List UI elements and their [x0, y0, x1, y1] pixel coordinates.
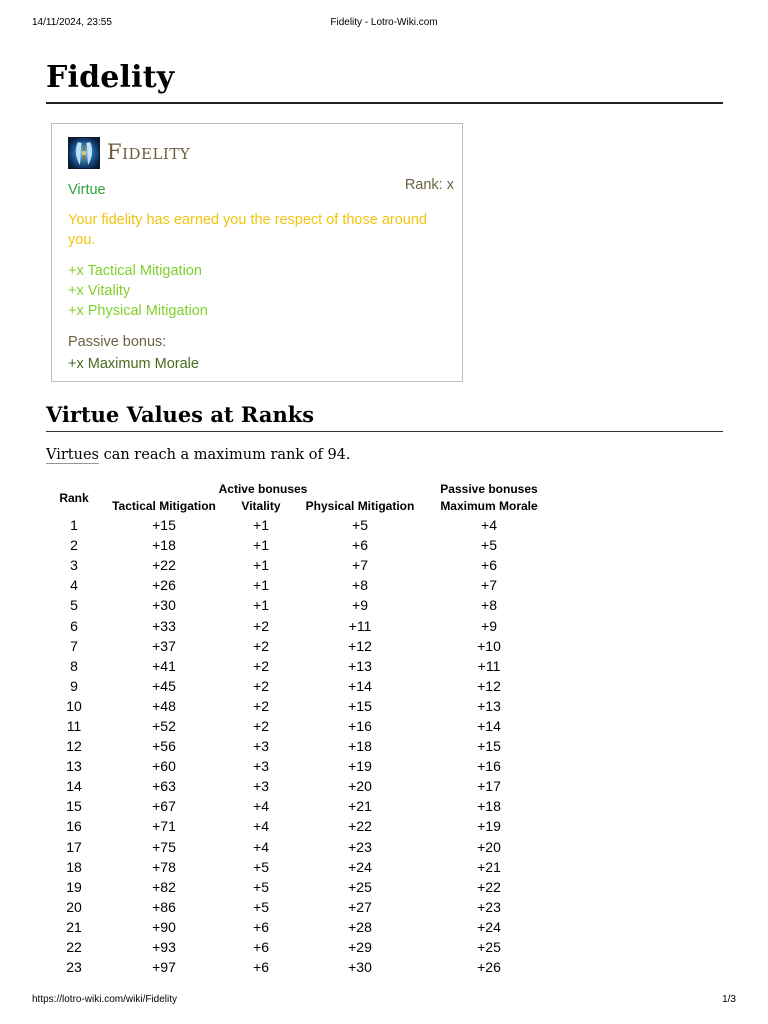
table-row: [50, 776, 550, 796]
table-row: [50, 857, 550, 877]
table-row: [50, 656, 550, 676]
table-row: [50, 615, 550, 635]
maximum-morale-cell: +5: [481, 537, 497, 554]
virtues-link[interactable]: Virtues: [46, 447, 99, 463]
vitality-cell: +4: [253, 798, 269, 815]
rank-cell: 22: [66, 939, 82, 956]
fidelity-icon: [68, 137, 100, 169]
table-row: [50, 837, 550, 857]
vitality-cell: +3: [253, 778, 269, 795]
rank-cell: 12: [66, 738, 82, 755]
maximum-morale-cell: +22: [477, 878, 501, 895]
rank-cell: 5: [70, 597, 78, 614]
rank-cell: 2: [70, 537, 78, 554]
table-row: [50, 796, 550, 816]
maximum-morale-cell: +20: [477, 838, 501, 855]
print-page-number: 1/3: [722, 994, 736, 1005]
table-row: [50, 555, 550, 575]
virtue-name: Fidelity: [107, 140, 191, 164]
table-row: [50, 595, 550, 615]
vitality-cell: +2: [253, 617, 269, 634]
vitality-cell: +6: [253, 959, 269, 976]
rank-cell: 4: [70, 577, 78, 594]
maximum-morale-cell: +8: [481, 597, 497, 614]
tactical-mitigation-cell: +78: [152, 858, 176, 875]
table-row: [50, 696, 550, 716]
rank-cell: 11: [66, 717, 82, 734]
maximum-morale-cell: +4: [481, 517, 497, 534]
virtue-description: Your fidelity has earned you the respect of those around you.: [68, 212, 427, 248]
rank-cell: 7: [70, 637, 78, 654]
title-divider: [46, 102, 723, 104]
tactical-mitigation-cell: +75: [152, 838, 176, 855]
maximum-morale-cell: +7: [481, 577, 497, 594]
tactical-mitigation-cell: +45: [152, 677, 176, 694]
physical-mitigation-cell: +8: [352, 577, 368, 594]
vitality-cell: +6: [253, 939, 269, 956]
vitality-cell: +3: [253, 758, 269, 775]
rank-cell: 18: [66, 858, 82, 875]
maximum-morale-cell: +10: [477, 637, 501, 654]
bonus-physical-mitigation: +x Physical Mitigation: [68, 303, 208, 319]
tactical-mitigation-cell: +82: [152, 878, 176, 895]
tactical-mitigation-cell: +48: [152, 697, 176, 714]
physical-mitigation-cell: +12: [348, 637, 372, 654]
rank-cell: 19: [66, 878, 82, 895]
vitality-cell: +1: [253, 537, 269, 554]
tactical-mitigation-cell: +41: [152, 657, 176, 674]
table-row: [50, 917, 550, 937]
rank-cell: 10: [66, 697, 82, 714]
physical-mitigation-cell: +13: [348, 657, 372, 674]
header-maximum-morale: Maximum Morale: [440, 499, 538, 513]
table-row: [50, 957, 550, 977]
rank-cell: 8: [70, 657, 78, 674]
vitality-cell: +6: [253, 918, 269, 935]
tactical-mitigation-cell: +52: [152, 717, 176, 734]
maximum-morale-cell: +13: [477, 697, 501, 714]
vitality-cell: +5: [253, 878, 269, 895]
vitality-cell: +2: [253, 677, 269, 694]
physical-mitigation-cell: +7: [352, 557, 368, 574]
physical-mitigation-cell: +20: [348, 778, 372, 795]
bonus-tactical-mitigation: +x Tactical Mitigation: [68, 263, 202, 279]
print-footer: [32, 994, 736, 1008]
physical-mitigation-cell: +22: [348, 818, 372, 835]
rank-cell: 15: [66, 798, 82, 815]
tactical-mitigation-cell: +63: [152, 778, 176, 795]
virtue-rank: Rank: x: [404, 177, 454, 193]
rank-cell: 6: [70, 617, 78, 634]
physical-mitigation-cell: +15: [348, 697, 372, 714]
physical-mitigation-cell: +30: [348, 959, 372, 976]
rank-cell: 9: [70, 677, 78, 694]
header-passive-bonuses: Passive bonuses: [440, 482, 538, 496]
table-row: [50, 636, 550, 656]
vitality-cell: +5: [253, 898, 269, 915]
tactical-mitigation-cell: +37: [152, 637, 176, 654]
physical-mitigation-cell: +25: [348, 878, 372, 895]
physical-mitigation-cell: +6: [352, 537, 368, 554]
tactical-mitigation-cell: +71: [152, 818, 176, 835]
rank-cell: 17: [66, 838, 82, 855]
rank-cell: 3: [70, 557, 78, 574]
maximum-morale-cell: +25: [477, 939, 501, 956]
vitality-cell: +5: [253, 858, 269, 875]
header-tactical-mitigation: Tactical Mitigation: [112, 499, 216, 513]
rank-cell: 16: [66, 818, 82, 835]
tactical-mitigation-cell: +33: [152, 617, 176, 634]
maximum-morale-cell: +9: [481, 617, 497, 634]
vitality-cell: +2: [253, 697, 269, 714]
physical-mitigation-cell: +5: [352, 517, 368, 534]
table-row: [50, 816, 550, 836]
vitality-cell: +3: [253, 738, 269, 755]
tactical-mitigation-cell: +60: [152, 758, 176, 775]
physical-mitigation-cell: +27: [348, 898, 372, 915]
maximum-morale-cell: +24: [477, 918, 501, 935]
print-page-title: Fidelity - Lotro-Wiki.com: [330, 17, 438, 28]
maximum-morale-cell: +17: [477, 778, 501, 795]
passive-bonus-maximum-morale: +x Maximum Morale: [68, 356, 199, 372]
maximum-morale-cell: +16: [477, 758, 501, 775]
table-row: [50, 535, 550, 555]
table-body: [50, 515, 550, 977]
table-row: [50, 756, 550, 776]
rank-cell: 21: [66, 918, 82, 935]
vitality-cell: +2: [253, 637, 269, 654]
section-intro: [46, 447, 351, 463]
virtue-type: Virtue: [68, 182, 106, 198]
print-url: https://lotro-wiki.com/wiki/Fidelity: [32, 994, 178, 1005]
physical-mitigation-cell: +16: [348, 717, 372, 734]
maximum-morale-cell: +6: [481, 557, 497, 574]
physical-mitigation-cell: +23: [348, 838, 372, 855]
physical-mitigation-cell: +28: [348, 918, 372, 935]
maximum-morale-cell: +23: [477, 898, 501, 915]
tactical-mitigation-cell: +86: [152, 898, 176, 915]
tactical-mitigation-cell: +18: [152, 537, 176, 554]
physical-mitigation-cell: +18: [348, 738, 372, 755]
section-divider: [46, 431, 723, 432]
maximum-morale-cell: +19: [477, 818, 501, 835]
tactical-mitigation-cell: +67: [152, 798, 176, 815]
table-row: [50, 877, 550, 897]
physical-mitigation-cell: +14: [348, 677, 372, 694]
table-row: [50, 716, 550, 736]
table-row: [50, 897, 550, 917]
header-rank: Rank: [59, 490, 89, 505]
passive-bonus-label: Passive bonus:: [68, 334, 167, 350]
maximum-morale-cell: +18: [477, 798, 501, 815]
print-header: [32, 17, 736, 31]
physical-mitigation-cell: +9: [352, 597, 368, 614]
tactical-mitigation-cell: +97: [152, 959, 176, 976]
table-row: [50, 676, 550, 696]
physical-mitigation-cell: +29: [348, 939, 372, 956]
vitality-cell: +4: [253, 838, 269, 855]
maximum-morale-cell: +14: [477, 717, 501, 734]
rank-cell: 14: [66, 778, 82, 795]
maximum-morale-cell: +21: [477, 858, 501, 875]
vitality-cell: +1: [253, 557, 269, 574]
print-datetime: 14/11/2024, 23:55: [32, 17, 112, 28]
physical-mitigation-cell: +21: [348, 798, 372, 815]
bonus-vitality: +x Vitality: [68, 283, 131, 299]
table-row: [50, 515, 550, 535]
tactical-mitigation-cell: +26: [152, 577, 176, 594]
tactical-mitigation-cell: +90: [152, 918, 176, 935]
vitality-cell: +1: [253, 517, 269, 534]
section-title: Virtue Values at Ranks: [46, 402, 315, 427]
header-physical-mitigation: Physical Mitigation: [305, 499, 415, 513]
header-vitality: Vitality: [241, 499, 281, 513]
maximum-morale-cell: +26: [477, 959, 501, 976]
header-active-bonuses: Active bonuses: [218, 482, 308, 496]
table-row: [50, 575, 550, 595]
vitality-cell: +4: [253, 818, 269, 835]
virtue-infobox: [51, 123, 463, 382]
virtue-rank-table: [50, 481, 550, 977]
maximum-morale-cell: +11: [477, 657, 501, 674]
tactical-mitigation-cell: +56: [152, 738, 176, 755]
tactical-mitigation-cell: +93: [152, 939, 176, 956]
tactical-mitigation-cell: +22: [152, 557, 176, 574]
tactical-mitigation-cell: +30: [152, 597, 176, 614]
physical-mitigation-cell: +24: [348, 858, 372, 875]
page-title: Fidelity: [46, 60, 175, 95]
rank-cell: 1: [70, 517, 78, 534]
table-row: [50, 736, 550, 756]
table-row: [50, 937, 550, 957]
vitality-cell: +2: [253, 657, 269, 674]
rank-cell: 20: [66, 898, 82, 915]
tactical-mitigation-cell: +15: [152, 517, 176, 534]
vitality-cell: +1: [253, 577, 269, 594]
maximum-morale-cell: +12: [477, 677, 501, 694]
vitality-cell: +2: [253, 717, 269, 734]
physical-mitigation-cell: +11: [348, 617, 372, 634]
intro-text: can reach a maximum rank of 94.: [98, 447, 351, 463]
rank-cell: 13: [66, 758, 82, 775]
maximum-morale-cell: +15: [477, 738, 501, 755]
physical-mitigation-cell: +19: [348, 758, 372, 775]
rank-cell: 23: [66, 959, 82, 976]
vitality-cell: +1: [253, 597, 269, 614]
